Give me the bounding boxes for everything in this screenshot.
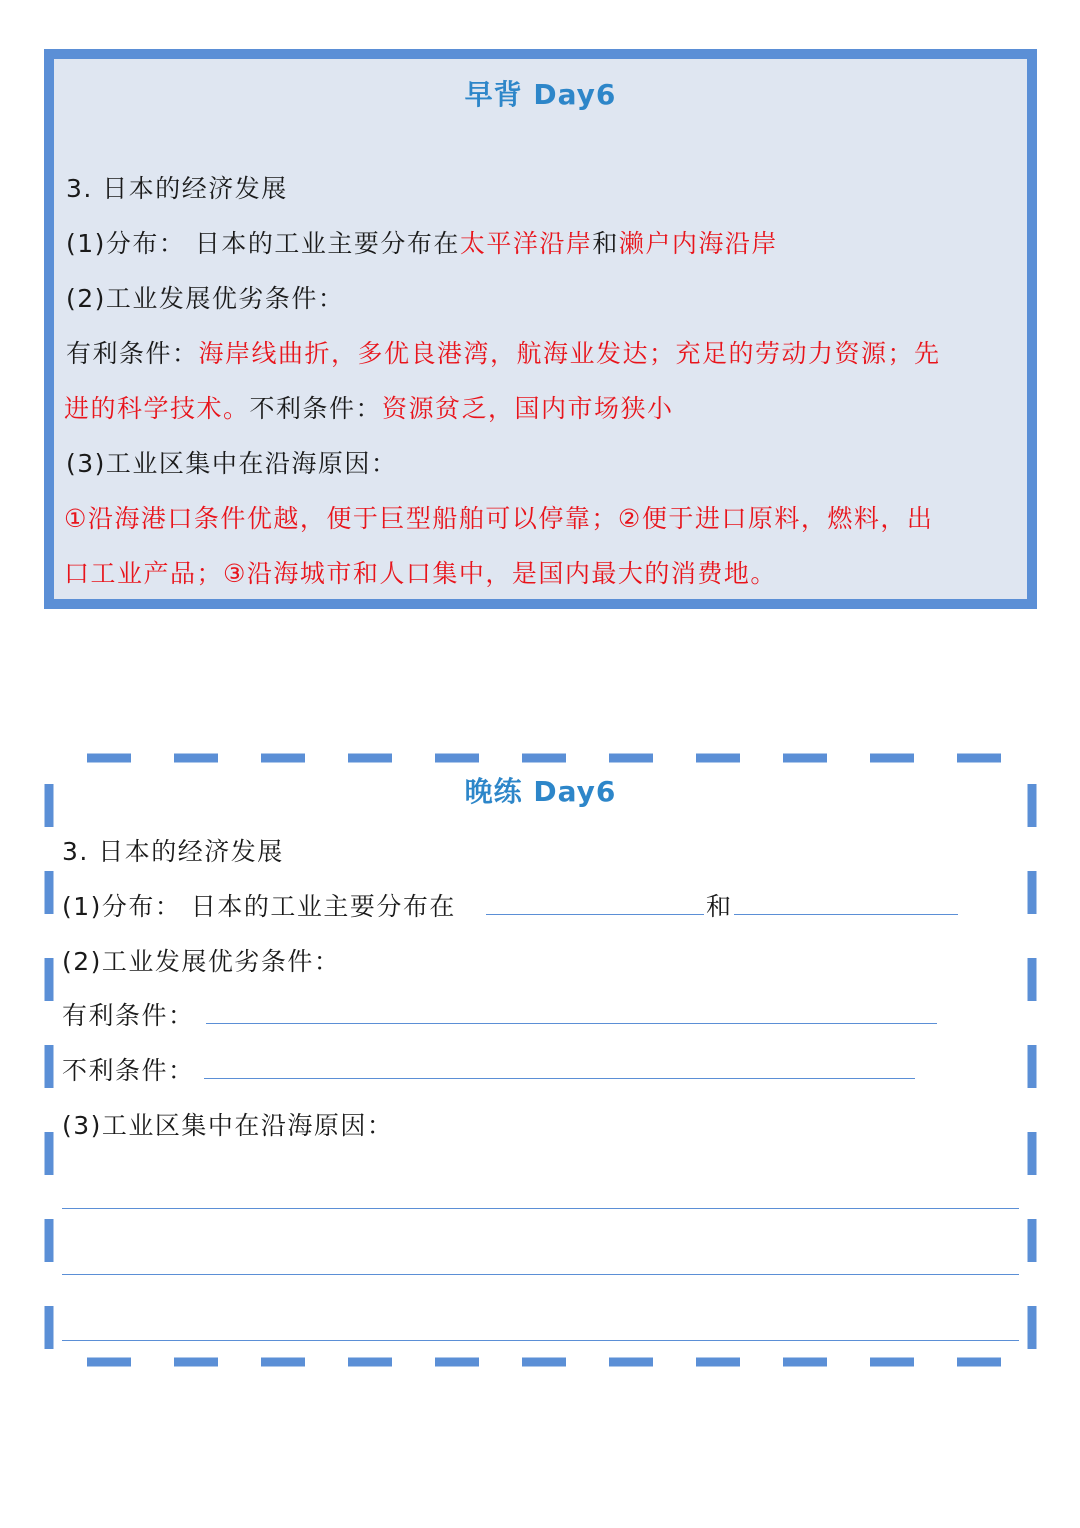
evening-q1-prefix: (1)分布： 日本的工业主要分布在 (62, 892, 456, 921)
q3-blank-1[interactable] (62, 1208, 1019, 1209)
evening-q1-mid: 和 (706, 892, 733, 921)
morning-q3: (3)工业区集中在沿海原因： (66, 449, 398, 478)
adv-answer-2: 进的科学技术。 (64, 394, 250, 423)
morning-q3-answer-1: ①沿海港口条件优越，便于巨型船舶可以停靠；②便于进口原料，燃料，出 (64, 504, 934, 533)
evening-adv-label: 有利条件： (62, 1001, 195, 1030)
q1-blank-2[interactable] (734, 914, 958, 915)
morning-q2: (2)工业发展优劣条件： (66, 284, 345, 313)
adv-blank[interactable] (206, 1023, 937, 1024)
morning-title: 早背 Day6 (464, 78, 617, 111)
adv-label: 有利条件： (66, 339, 199, 368)
q1-mid: 和 (592, 229, 619, 258)
morning-heading: 3. 日本的经济发展 (66, 174, 288, 203)
morning-q1 (66, 224, 1017, 260)
evening-disadv-label: 不利条件： (62, 1056, 195, 1085)
evening-practice-card (44, 752, 1037, 1370)
q3-blank-2[interactable] (62, 1274, 1019, 1275)
adv-answer-1: 海岸线曲折，多优良港湾，航海业发达；充足的劳动力资源；先 (198, 339, 941, 368)
q1-answer-2: 濑户内海沿岸 (618, 229, 778, 258)
q1-answer-1: 太平洋沿岸 (459, 229, 593, 258)
disadv-answer: 资源贫乏，国内市场狭小 (382, 394, 674, 423)
disadv-label: 不利条件： (249, 394, 383, 423)
morning-adv-line1 (66, 334, 1017, 370)
disadv-blank[interactable] (204, 1078, 915, 1079)
q1-prefix: (1)分布： 日本的工业主要分布在 (66, 229, 460, 258)
evening-heading: 3. 日本的经济发展 (62, 837, 284, 866)
morning-recite-card (44, 49, 1037, 609)
evening-title: 晚练 Day6 (464, 775, 617, 808)
q1-blank-1[interactable] (486, 914, 704, 915)
evening-q3: (3)工业区集中在沿海原因： (62, 1111, 394, 1140)
q3-blank-3[interactable] (62, 1340, 1019, 1341)
evening-q1 (62, 887, 456, 923)
evening-q2: (2)工业发展优劣条件： (62, 947, 341, 976)
morning-adv-line2 (64, 389, 1017, 425)
morning-q3-answer-2: 口工业产品；③沿海城市和人口集中，是国内最大的消费地。 (64, 559, 777, 588)
